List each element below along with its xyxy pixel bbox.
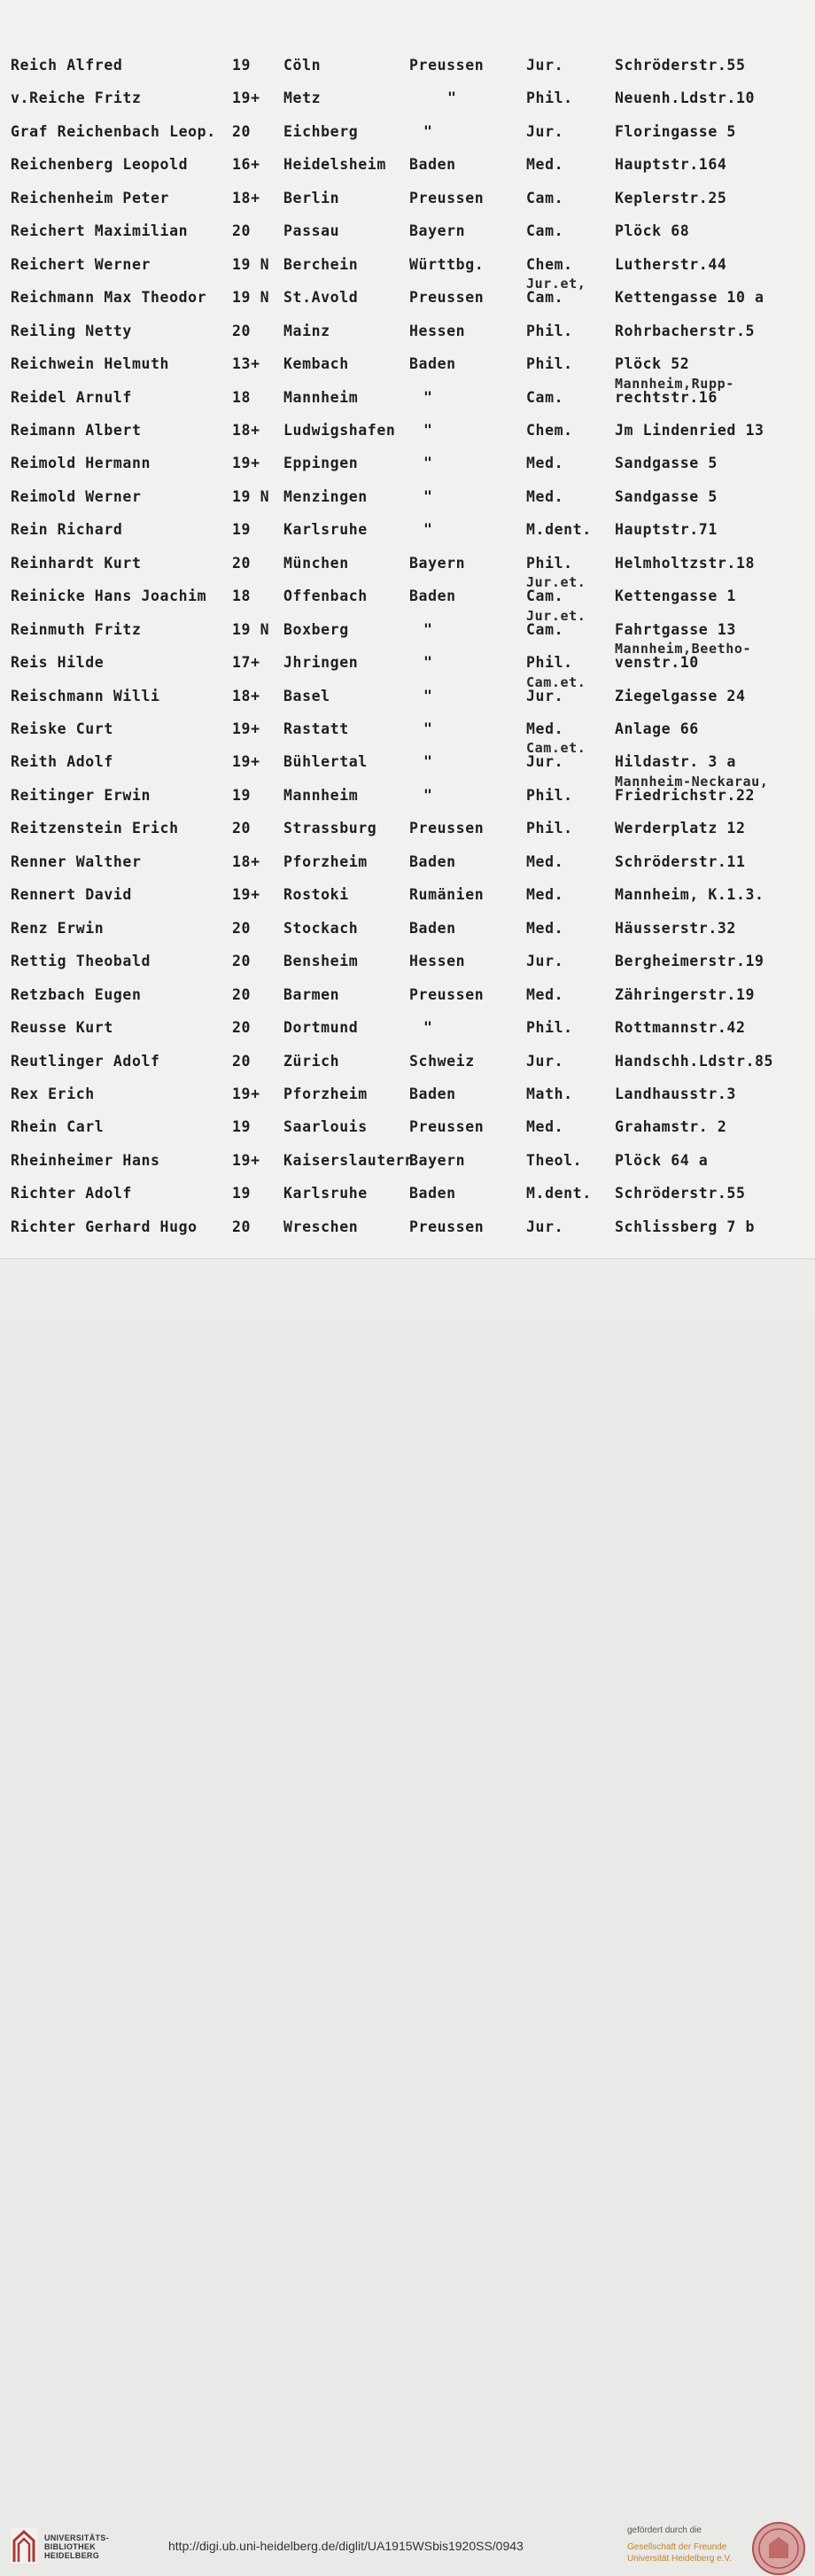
entry-age: 18+ — [232, 853, 260, 870]
entry-state: " — [423, 389, 433, 406]
entry-address: Anlage 66 — [615, 720, 699, 737]
table-row — [0, 57, 815, 89]
entry-faculty-note: Cam.et. — [526, 740, 586, 756]
entry-state: Preussen — [409, 820, 485, 837]
table-row — [0, 886, 815, 919]
entry-age: 19 — [232, 1185, 252, 1202]
entry-state: Preussen — [409, 986, 485, 1003]
entry-faculty: Med. — [526, 720, 564, 737]
entry-state: Hessen — [409, 323, 466, 339]
entry-faculty: Cam. — [526, 588, 564, 604]
entry-address: Bergheimerstr.19 — [615, 953, 765, 969]
entry-name: Retzbach Eugen — [11, 986, 142, 1003]
table-row — [0, 1053, 815, 1086]
entry-faculty: Phil. — [526, 89, 573, 106]
entry-city: Rostoki — [283, 886, 349, 903]
entry-name: Reidel Arnulf — [11, 389, 132, 406]
table-row — [0, 1118, 815, 1151]
entry-state: " — [423, 720, 433, 737]
entry-state: " — [423, 488, 433, 505]
entry-faculty: Med. — [526, 455, 564, 471]
entry-age: 20 — [232, 1019, 252, 1036]
entry-faculty: Phil. — [526, 323, 573, 339]
entry-name: Reinhardt Kurt — [11, 555, 142, 572]
entry-address: Kettengasse 10 a — [615, 289, 765, 306]
entry-address: Friedrichstr.22 — [615, 787, 756, 804]
entry-faculty: Jur. — [526, 1053, 564, 1070]
entry-address: Lutherstr.44 — [615, 256, 727, 273]
entry-faculty: Jur. — [526, 753, 564, 770]
library-name: UNIVERSITÄTS- BIBLIOTHEK HEIDELBERG — [44, 2533, 109, 2560]
entry-age: 20 — [232, 1218, 252, 1235]
entry-state: Baden — [409, 588, 456, 604]
entry-faculty: Jur. — [526, 57, 564, 74]
entry-city: Menzingen — [283, 488, 368, 505]
entry-city: Berlin — [283, 190, 340, 206]
entry-faculty: Cam. — [526, 621, 564, 638]
entry-address: Hauptstr.71 — [615, 521, 718, 538]
entry-address: Häusserstr.32 — [615, 920, 736, 937]
entry-age: 13+ — [232, 355, 260, 372]
entry-city: Metz — [283, 89, 322, 106]
entry-city: Heidelsheim — [283, 156, 386, 173]
table-row — [0, 1152, 815, 1185]
entry-age: 20 — [232, 555, 252, 572]
entry-age: 18+ — [232, 688, 260, 704]
entry-faculty: Med. — [526, 886, 564, 903]
table-row — [0, 1185, 815, 1218]
entry-name: Reischmann Willi — [11, 688, 160, 704]
entry-name: Reitinger Erwin — [11, 787, 151, 804]
table-row — [0, 774, 815, 820]
entry-age: 20 — [232, 1053, 252, 1070]
entry-city: Kembach — [283, 355, 349, 372]
table-row — [0, 521, 815, 554]
entry-age: 20 — [232, 920, 252, 937]
entry-name: Reichert Werner — [11, 256, 151, 273]
entry-address: Schröderstr.11 — [615, 853, 746, 870]
entry-faculty: Phil. — [526, 654, 573, 671]
entry-faculty: Med. — [526, 1118, 564, 1135]
sponsor-name-line2: Universität Heidelberg e.V. — [627, 2554, 733, 2564]
entry-city: Kaiserslautern — [283, 1152, 415, 1169]
entry-age: 19 — [232, 521, 252, 538]
entry-address: Sandgasse 5 — [615, 488, 718, 505]
entry-faculty: Phil. — [526, 555, 573, 572]
entry-city: Wreschen — [283, 1218, 359, 1235]
entry-state: Preussen — [409, 289, 485, 306]
entry-address: venstr.10 — [615, 654, 699, 671]
entry-city: Mannheim — [283, 787, 359, 804]
entry-faculty: Cam. — [526, 289, 564, 306]
entry-name: v.Reiche Fritz — [11, 89, 142, 106]
entry-address: Sandgasse 5 — [615, 455, 718, 471]
entry-address: Kettengasse 1 — [615, 588, 736, 604]
entry-name: Reusse Kurt — [11, 1019, 113, 1036]
table-row — [0, 720, 815, 756]
entry-address: Mannheim, K.1.3. — [615, 886, 765, 903]
entry-faculty: Med. — [526, 488, 564, 505]
entry-address: Jm Lindenried 13 — [615, 422, 765, 439]
entry-address: Neuenh.Ldstr.10 — [615, 89, 756, 106]
entry-city: Mannheim — [283, 389, 359, 406]
table-row — [0, 820, 815, 852]
entry-state: " — [423, 654, 433, 671]
entry-faculty-note: Jur.et. — [526, 574, 586, 590]
table-row — [0, 89, 815, 122]
entry-age: 19 N — [232, 256, 270, 273]
entry-faculty: Math. — [526, 1086, 573, 1102]
entry-address: Rohrbacherstr.5 — [615, 323, 756, 339]
entry-faculty-note: Cam.et. — [526, 674, 586, 690]
entry-name: Rhein Carl — [11, 1118, 105, 1135]
entry-name: Reimold Hermann — [11, 455, 151, 471]
entry-age: 20 — [232, 123, 252, 140]
entry-state: " — [423, 621, 433, 638]
entry-city: Dortmund — [283, 1019, 359, 1036]
table-row — [0, 323, 815, 355]
entry-state: Baden — [409, 920, 456, 937]
entry-address-note: Mannheim,Beetho- — [615, 641, 752, 657]
entry-address: Hildastr. 3 a — [615, 753, 736, 770]
sponsor-block — [627, 2525, 732, 2564]
entry-age: 19 N — [232, 488, 270, 505]
entry-state: Schweiz — [409, 1053, 475, 1070]
entry-state: Baden — [409, 1086, 456, 1102]
document-page — [0, 0, 815, 1258]
entry-city: Jhringen — [283, 654, 359, 671]
entry-name: Graf Reichenbach Leop. — [11, 123, 216, 140]
entry-name: Reiske Curt — [11, 720, 113, 737]
entry-address: Schlissberg 7 b — [615, 1218, 756, 1235]
entry-age: 20 — [232, 986, 252, 1003]
entry-age: 16+ — [232, 156, 260, 173]
entry-address: Grahamstr. 2 — [615, 1118, 727, 1135]
entry-age: 19+ — [232, 1152, 260, 1169]
entry-name: Rein Richard — [11, 521, 123, 538]
entry-faculty: Phil. — [526, 787, 573, 804]
entry-state: Preussen — [409, 1218, 485, 1235]
entry-state: Hessen — [409, 953, 466, 969]
entry-address: Floringasse 5 — [615, 123, 736, 140]
entry-city: Barmen — [283, 986, 340, 1003]
entry-state: " — [423, 422, 433, 439]
entry-name: Richter Gerhard Hugo — [11, 1218, 198, 1235]
entry-age: 18+ — [232, 422, 260, 439]
entry-state: Baden — [409, 1185, 456, 1202]
table-row — [0, 156, 815, 189]
entry-state: Baden — [409, 355, 456, 372]
entry-city: Mainz — [283, 323, 330, 339]
table-row — [0, 276, 815, 322]
entry-city: Pforzheim — [283, 1086, 368, 1102]
entry-address: Helmholtzstr.18 — [615, 555, 756, 572]
entry-name: Reutlinger Adolf — [11, 1053, 160, 1070]
entry-name: Reinmuth Fritz — [11, 621, 142, 638]
entry-address: Plöck 64 a — [615, 1152, 709, 1169]
entry-age: 19+ — [232, 886, 260, 903]
entry-state: " — [423, 123, 433, 140]
entry-name: Rennert David — [11, 886, 132, 903]
entry-state: Bayern — [409, 555, 466, 572]
entry-name: Reichert Maximilian — [11, 222, 189, 239]
table-row — [0, 455, 815, 487]
entry-city: Pforzheim — [283, 853, 368, 870]
entry-address-note: Mannheim-Neckarau, — [615, 774, 769, 790]
entry-city: Eppingen — [283, 455, 359, 471]
entry-name: Reimann Albert — [11, 422, 142, 439]
entry-address: Schröderstr.55 — [615, 57, 746, 74]
entry-faculty-note: Jur.et, — [526, 276, 586, 292]
entry-address: Schröderstr.55 — [615, 1185, 746, 1202]
entry-city: Basel — [283, 688, 330, 704]
entry-address: Rottmannstr.42 — [615, 1019, 746, 1036]
entry-state: " — [423, 787, 433, 804]
entry-faculty: Phil. — [526, 355, 573, 372]
entry-faculty: Jur. — [526, 1218, 564, 1235]
table-row — [0, 1086, 815, 1118]
entry-age: 19+ — [232, 455, 260, 471]
entry-age: 18 — [232, 588, 252, 604]
entry-name: Reichwein Helmuth — [11, 355, 170, 372]
entry-address: Handschh.Ldstr.85 — [615, 1053, 774, 1070]
entry-address: Landhausstr.3 — [615, 1086, 736, 1102]
footer-bar — [0, 1258, 815, 2564]
entry-age: 20 — [232, 222, 252, 239]
table-row — [0, 920, 815, 953]
entry-state: Württbg. — [409, 256, 485, 273]
entry-address: Plöck 68 — [615, 222, 690, 239]
entry-address: Keplerstr.25 — [615, 190, 727, 206]
entry-age: 19+ — [232, 1086, 260, 1102]
entry-faculty: Phil. — [526, 820, 573, 837]
table-row — [0, 422, 815, 455]
entry-faculty: Cam. — [526, 222, 564, 239]
entry-faculty-note: Jur.et. — [526, 608, 586, 624]
entry-state: " — [423, 1019, 433, 1036]
entry-name: Reichenheim Peter — [11, 190, 170, 206]
sponsor-label: gefördert durch die — [627, 2525, 702, 2535]
entry-age: 20 — [232, 820, 252, 837]
table-row — [0, 641, 815, 690]
entry-faculty: Cam. — [526, 389, 564, 406]
entry-city: Boxberg — [283, 621, 349, 638]
table-row — [0, 1019, 815, 1052]
entry-name: Reis Hilde — [11, 654, 105, 671]
entry-name: Richter Adolf — [11, 1185, 132, 1202]
entry-address: Zähringerstr.19 — [615, 986, 756, 1003]
entry-address: Plöck 52 — [615, 355, 690, 372]
entry-name: Renz Erwin — [11, 920, 105, 937]
entry-city: Berchein — [283, 256, 359, 273]
entry-age: 19+ — [232, 89, 260, 106]
table-row — [0, 1218, 815, 1251]
entry-faculty: Chem. — [526, 256, 573, 273]
entry-name: Rheinheimer Hans — [11, 1152, 160, 1169]
entry-faculty: Chem. — [526, 422, 573, 439]
entry-state: " — [447, 89, 457, 106]
entry-state: Preussen — [409, 190, 485, 206]
entry-faculty: Med. — [526, 853, 564, 870]
entry-age: 19 N — [232, 621, 270, 638]
entry-faculty: Cam. — [526, 190, 564, 206]
table-row — [0, 853, 815, 886]
entry-age: 20 — [232, 953, 252, 969]
entry-city: Strassburg — [283, 820, 377, 837]
entry-faculty: Med. — [526, 920, 564, 937]
entry-faculty: Med. — [526, 986, 564, 1003]
entry-address: rechtstr.16 — [615, 389, 718, 406]
entry-faculty: M.dent. — [526, 1185, 592, 1202]
entry-name: Rettig Theobald — [11, 953, 151, 969]
entry-faculty: Med. — [526, 156, 564, 173]
entry-name: Reith Adolf — [11, 753, 113, 770]
entry-age: 19 N — [232, 289, 270, 306]
table-row — [0, 674, 815, 720]
entry-city: Offenbach — [283, 588, 368, 604]
entry-address: Ziegelgasse 24 — [615, 688, 746, 704]
entry-state: Baden — [409, 156, 456, 173]
entry-city: Zürich — [283, 1053, 340, 1070]
entry-name: Reitzenstein Erich — [11, 820, 179, 837]
entry-age: 17+ — [232, 654, 260, 671]
table-row — [0, 256, 815, 292]
entry-city: Bühlertal — [283, 753, 368, 770]
entry-age: 20 — [232, 323, 252, 339]
entry-name: Renner Walther — [11, 853, 142, 870]
entry-faculty: Phil. — [526, 1019, 573, 1036]
entry-faculty: Jur. — [526, 123, 564, 140]
entry-age: 19 — [232, 1118, 252, 1135]
entry-name: Reich Alfred — [11, 57, 123, 74]
source-url-link[interactable]: http://digi.ub.uni-heidelberg.de/diglit/UA1915WSbis1920SS/0943 — [168, 2539, 524, 2553]
entry-state: " — [423, 688, 433, 704]
entry-state: Bayern — [409, 222, 466, 239]
entry-age: 19 — [232, 787, 252, 804]
entry-city: St.Avold — [283, 289, 359, 306]
entry-address-note: Mannheim,Rupp- — [615, 376, 734, 392]
entry-address: Hauptstr.164 — [615, 156, 727, 173]
entry-state: Baden — [409, 853, 456, 870]
entry-faculty: Jur. — [526, 688, 564, 704]
entry-name: Reiling Netty — [11, 323, 132, 339]
entry-age: 19 — [232, 57, 252, 74]
entry-city: Ludwigshafen — [283, 422, 396, 439]
library-logo-icon — [11, 2528, 37, 2564]
table-row — [0, 190, 815, 222]
table-row — [0, 488, 815, 521]
entry-city: Eichberg — [283, 123, 359, 140]
entry-state: Preussen — [409, 1118, 485, 1135]
table-row — [0, 222, 815, 255]
entry-city: Rastatt — [283, 720, 349, 737]
table-row — [0, 555, 815, 588]
entry-city: Stockach — [283, 920, 359, 937]
table-row — [0, 986, 815, 1019]
entry-age: 18+ — [232, 190, 260, 206]
entry-faculty: M.dent. — [526, 521, 592, 538]
entry-city: Karlsruhe — [283, 521, 368, 538]
entry-state: Rumänien — [409, 886, 485, 903]
entry-city: Passau — [283, 222, 340, 239]
table-row — [0, 574, 815, 624]
entry-faculty: Jur. — [526, 953, 564, 969]
entry-city: Karlsruhe — [283, 1185, 368, 1202]
entry-faculty: Theol. — [526, 1152, 583, 1169]
table-row — [0, 953, 815, 985]
entry-state: " — [423, 455, 433, 471]
entry-age: 19+ — [232, 753, 260, 770]
entry-name: Reinicke Hans Joachim — [11, 588, 207, 604]
entry-name: Reichmann Max Theodor — [11, 289, 207, 306]
entry-name: Reimold Werner — [11, 488, 142, 505]
entry-city: München — [283, 555, 349, 572]
entry-age: 19+ — [232, 720, 260, 737]
entry-state: " — [423, 521, 433, 538]
entry-state: " — [423, 753, 433, 770]
entry-name: Rex Erich — [11, 1086, 95, 1102]
entry-state: Bayern — [409, 1152, 466, 1169]
entry-city: Saarlouis — [283, 1118, 368, 1135]
entry-city: Cöln — [283, 57, 322, 74]
sponsor-name-line1: Gesellschaft der Freunde — [627, 2542, 727, 2552]
university-seal-icon — [751, 2521, 806, 2576]
entry-age: 18 — [232, 389, 252, 406]
table-row — [0, 376, 815, 422]
entry-name: Reichenberg Leopold — [11, 156, 189, 173]
table-row — [0, 123, 815, 156]
entry-address: Fahrtgasse 13 — [615, 621, 736, 638]
entry-city: Bensheim — [283, 953, 359, 969]
entry-address: Werderplatz 12 — [615, 820, 746, 837]
entry-state: Preussen — [409, 57, 485, 74]
